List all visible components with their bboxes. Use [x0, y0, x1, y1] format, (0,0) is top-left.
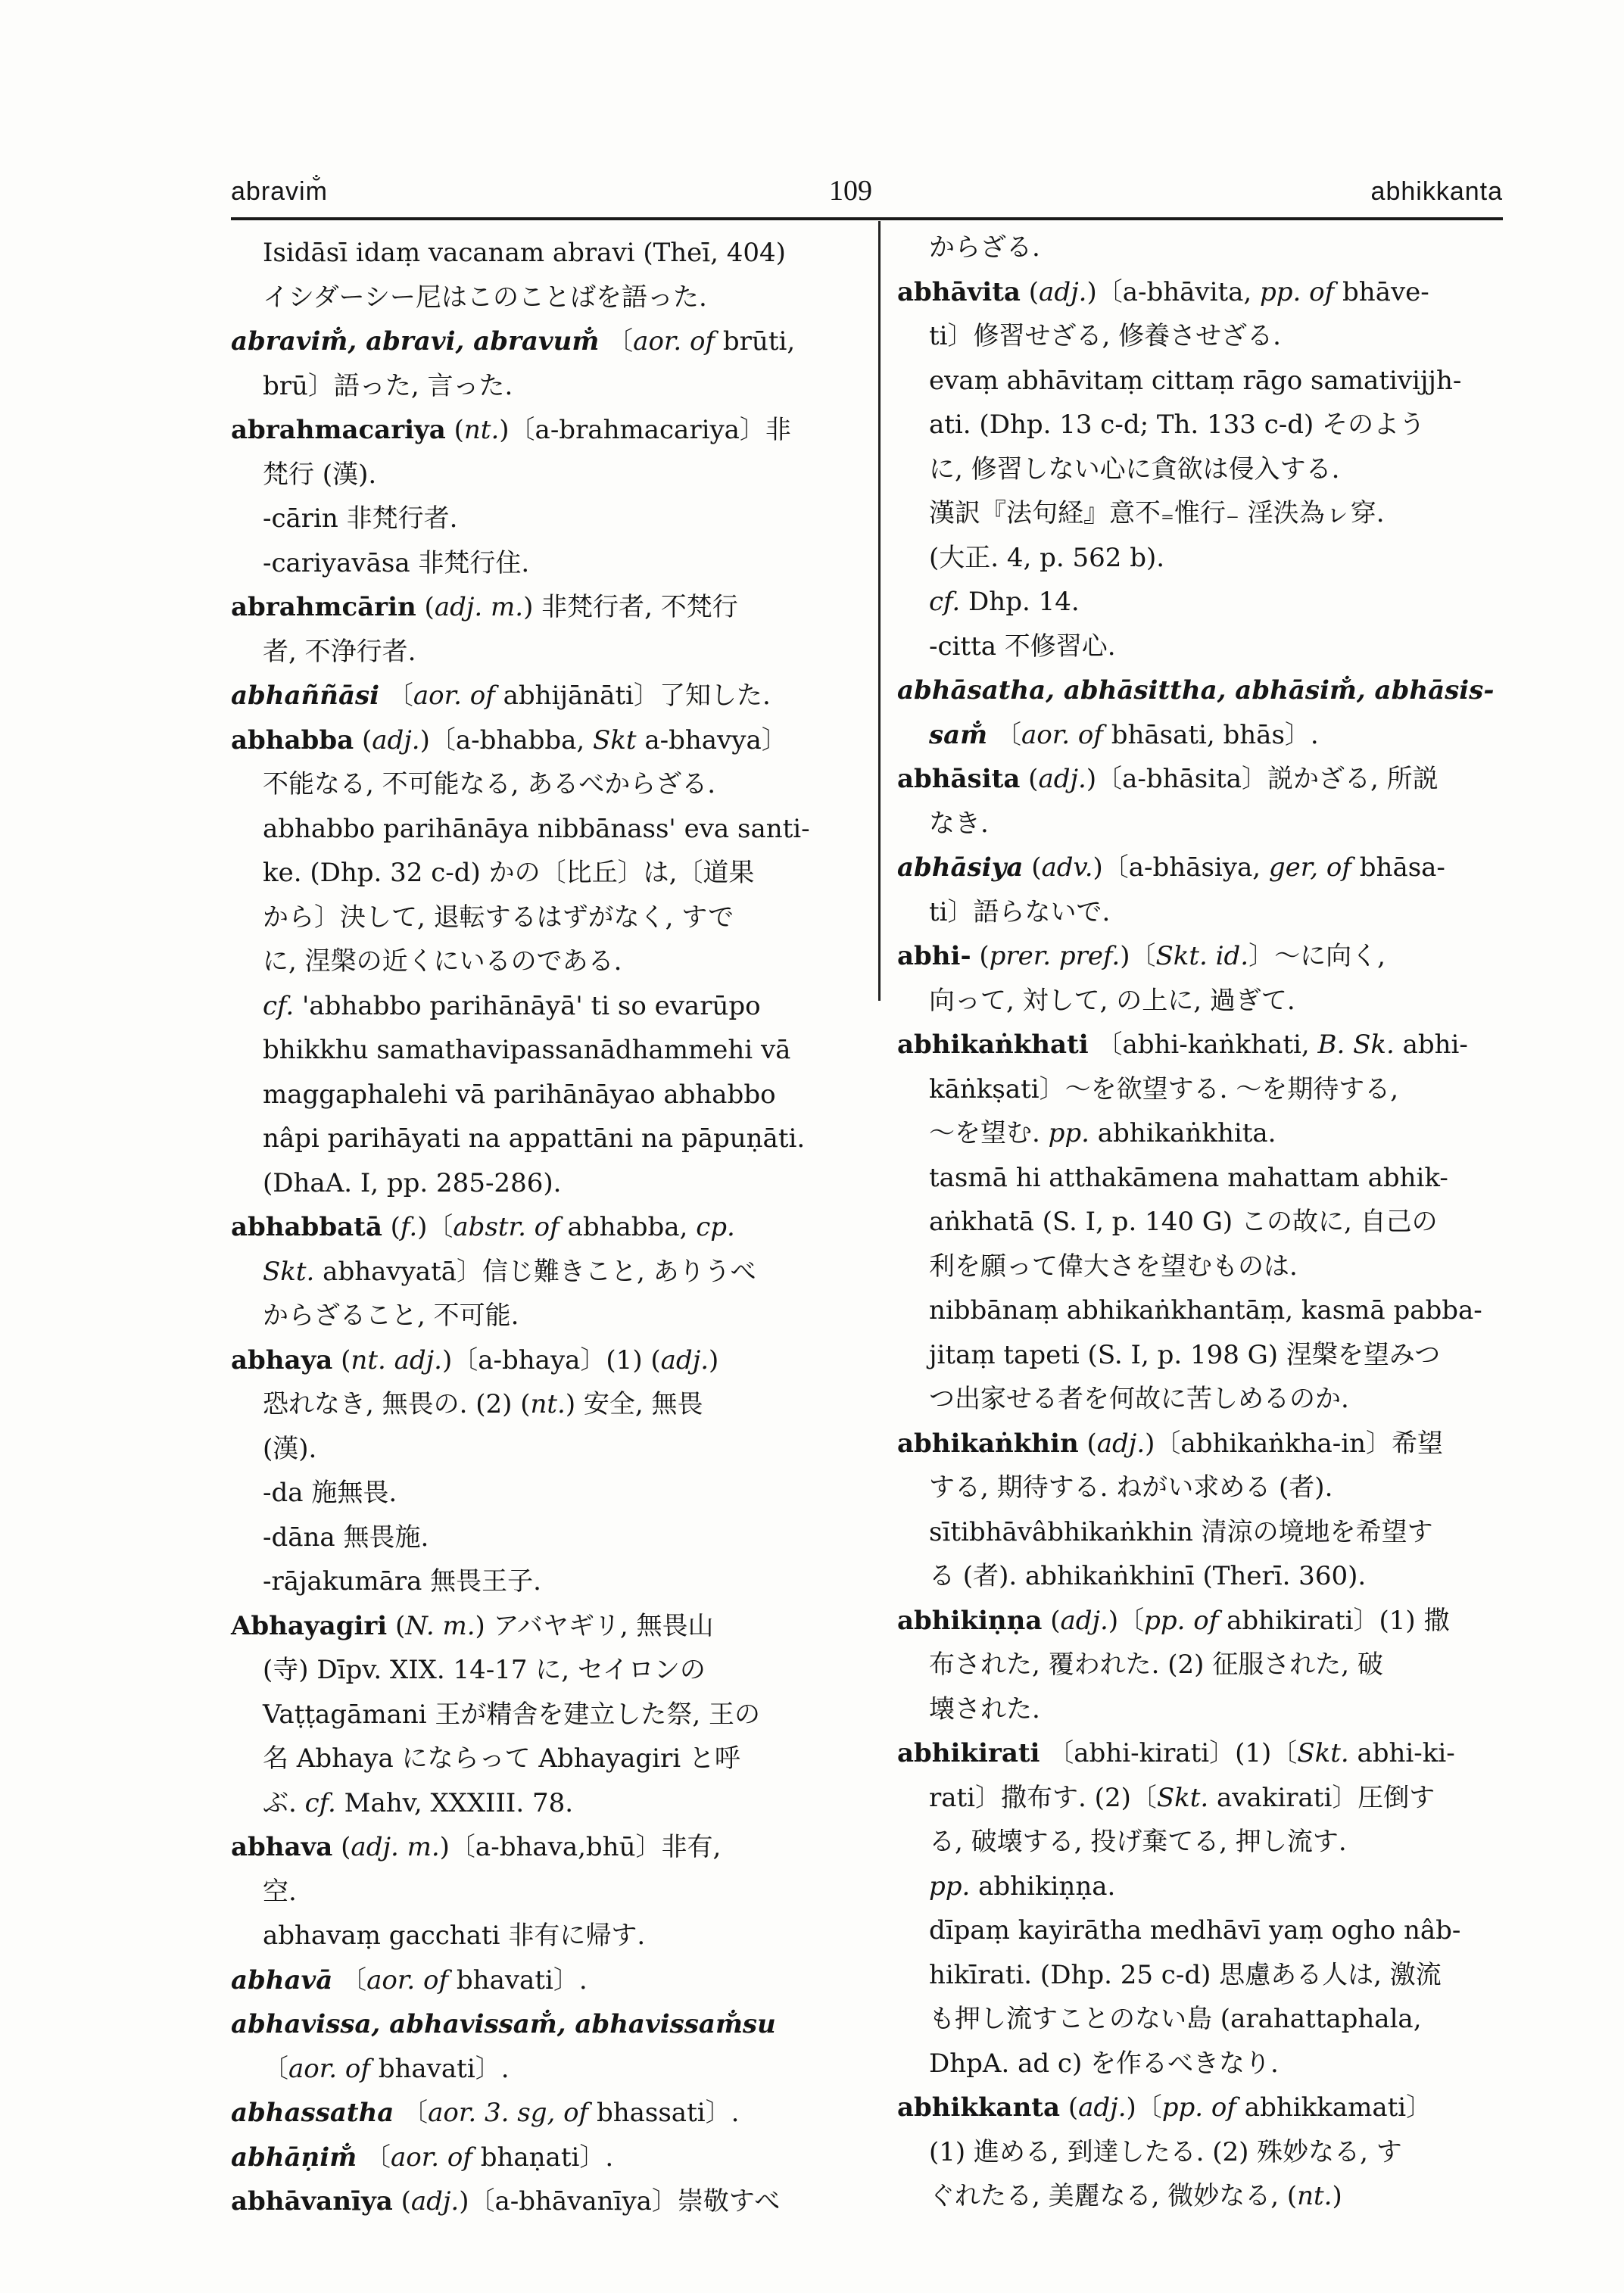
entry-line [897, 1953, 1503, 1998]
entry-text: abhabba, [559, 1212, 697, 1242]
entry-line [231, 1648, 859, 1693]
entry-text: ( [1078, 1428, 1097, 1459]
entry-text: ati. (Dhp. 13 c-d; Th. 133 c-d) そのよう [929, 410, 1426, 440]
grammar-label: aor. of [1021, 719, 1103, 750]
entry-text: )〔a-bhāsita〕説かざる, 所説 [1086, 764, 1439, 794]
grammar-label: adj. [1038, 764, 1086, 794]
entry-line [897, 1687, 1503, 1732]
entry-text: nâpi parihāyati na appattāni na pāpuṇāti. [263, 1123, 806, 1154]
entry-text: に, 修習しない心に貪欲は侵入する. [929, 453, 1340, 484]
entry-text: に, 涅槃の近くにいるのである. [263, 946, 622, 977]
entry-line [231, 1516, 859, 1560]
headword: abhabbatā [231, 1212, 382, 1242]
entry-text: brū〕語った, 言った. [263, 370, 513, 401]
entry-text: Isidāsī idaṃ vacanam abravi (Theī, 404) [263, 238, 786, 268]
entry-text: rati〕撒布す. (2)〔 [929, 1782, 1157, 1813]
entry-headline [897, 1023, 1503, 1067]
entry-text: ) アバヤギリ, 無畏山 [475, 1610, 714, 1641]
grammar-label: aor. 3. sg, of [428, 2098, 589, 2128]
entry-text: bhikkhu samathavipassanādhammehi vā [263, 1035, 791, 1065]
grammar-label: cf. [263, 990, 295, 1021]
entry-text: kāṅkṣati〕〜を欲望する. 〜を期待する, [929, 1073, 1399, 1104]
entry-text: Mahv, XXXIII. 78. [335, 1787, 574, 1818]
grammar-label: cf. [304, 1787, 336, 1818]
entry-line [897, 2174, 1503, 2219]
right-guide-word: abhikkanta [1370, 177, 1503, 206]
entry-text: 〜を望む. [929, 1118, 1049, 1148]
entry-text: なき. [929, 808, 989, 839]
entry-text: ぐれたる, 美麗なる, 微妙なる, ( [929, 2181, 1298, 2211]
entry-text: )〔a-bhāvanīya〕崇敬すべ [459, 2186, 781, 2217]
entry-text: )〔 [1126, 2092, 1162, 2123]
entry-text: ( [971, 941, 990, 971]
entry-line [897, 625, 1503, 669]
entry-text: abhikkamati〕 [1236, 2092, 1432, 2123]
entry-line [231, 630, 859, 675]
entry-line [897, 1997, 1503, 2042]
entry-line [231, 851, 859, 896]
header-rule [231, 217, 1503, 220]
entry-line [231, 1781, 859, 1826]
entry-text: )〔a-bhaya〕(1) ( [441, 1344, 661, 1375]
entry-text: a-bhavya〕 [636, 724, 787, 756]
grammar-label: Skt. [263, 1256, 315, 1287]
entry-line [231, 807, 859, 852]
grammar-label: adj. [410, 2186, 460, 2217]
grammar-label: nt. [530, 1389, 566, 1419]
headword: abhikirati [897, 1738, 1040, 1768]
headword: abhavissa, abhavissam̐, abhavissam̐su [231, 2009, 776, 2039]
entry-headline [897, 934, 1503, 979]
entry-line [231, 2047, 859, 2092]
entry-text: ) 安全, 無畏 [565, 1389, 703, 1419]
entry-text: ( [387, 1610, 406, 1641]
entry-text: 布された, 覆われた. (2) 征服された, 破 [929, 1650, 1383, 1680]
entry-text: (漢). [263, 1433, 317, 1464]
entry-text: 向って, 対して, の上に, 過ぎて. [929, 985, 1295, 1016]
entry-text: ) 非梵行者, 不梵行 [523, 592, 738, 622]
entry-headline [231, 1604, 859, 1649]
entry-line [231, 1250, 859, 1294]
entry-text: abhavaṃ gacchati 非有に帰す. [263, 1921, 646, 1951]
headword: abhaya [231, 1344, 333, 1375]
entry-line [231, 1073, 859, 1117]
headword: abhāvanīya [231, 2186, 393, 2217]
page-number: 109 [829, 175, 872, 207]
entry-headline [231, 319, 859, 364]
headword: Abhayagiri [231, 1610, 388, 1641]
entry-text: -citta 不修習心. [929, 631, 1116, 662]
grammar-label: ger, of [1268, 852, 1351, 883]
grammar-label: adj. [372, 724, 420, 756]
entry-line [231, 541, 859, 586]
entry-line [231, 1427, 859, 1472]
entry-text: -cārin 非梵行者. [263, 503, 458, 534]
entry-text: bhavati〕. [369, 2053, 510, 2084]
entry-line [897, 314, 1503, 359]
grammar-label: pp. [929, 1871, 971, 1902]
entry-text: 'abhabbo parihānāyā' ti so evarūpo [294, 990, 761, 1021]
entry-text: aṅkhatā (S. I, p. 140 G) この故に, 自己の [929, 1207, 1438, 1237]
entry-text: abhikirati〕(1) 撒 [1218, 1605, 1450, 1636]
entry-text: ( [1020, 764, 1039, 794]
entry-headline [897, 846, 1503, 890]
entry-line [231, 1294, 859, 1338]
entry-text: ( [1020, 276, 1040, 307]
entry-line [231, 1117, 859, 1161]
entry-headline [231, 1958, 859, 2003]
entry-text: )〔a-bhāvita, [1086, 276, 1261, 307]
entry-line [231, 1028, 859, 1073]
entry-text: sītibhāvâbhikaṅkhin 清涼の境地を希望す [929, 1516, 1433, 1547]
entry-text: 名 Abhaya にならって Abhayagiri と呼 [263, 1743, 740, 1774]
entry-line [231, 1737, 859, 1781]
entry-line [897, 536, 1503, 581]
entry-text: bhassati〕. [588, 2098, 740, 2128]
entry-line [897, 1510, 1503, 1555]
headword: abhassatha [231, 2098, 394, 2128]
headword: abrahmacariya [231, 415, 446, 445]
entry-text: tasmā hi atthakāmena mahattam abhik- [929, 1162, 1448, 1193]
entry-line [897, 1466, 1503, 1510]
grammar-label: aor. of [633, 326, 715, 357]
entry-headline [231, 674, 859, 718]
entry-line [231, 1161, 859, 1206]
grammar-label: N. m. [405, 1610, 475, 1641]
entry-line [231, 364, 859, 409]
column-divider [878, 221, 881, 1001]
entry-text: Dhp. 14. [960, 587, 1080, 617]
entry-text: 〔 [379, 681, 413, 711]
entry-line [897, 2130, 1503, 2175]
entry-text: bhāsati, bhās〕. [1102, 719, 1319, 750]
entry-text: 〔 [357, 2142, 391, 2173]
entry-line [897, 1377, 1503, 1422]
entry-text: ぶ. [263, 1787, 305, 1818]
entry-text: 〔 [263, 2053, 288, 2084]
entry-line [231, 497, 859, 541]
headword: abhāsiya [897, 852, 1024, 883]
entry-headline [231, 2091, 859, 2136]
entry-headline [231, 1825, 859, 1870]
entry-text: る (者). abhikaṅkhinī (Therī. 360). [929, 1561, 1367, 1591]
entry-line [897, 1333, 1503, 1378]
entry-line [231, 1914, 859, 1958]
entry-line [897, 447, 1503, 492]
headword: abhi- [897, 941, 971, 971]
entry-text: ( [354, 724, 372, 756]
entry-line [231, 1382, 859, 1427]
entry-text: ( [382, 1212, 401, 1242]
entry-text: brūti, [715, 326, 796, 357]
entry-headline [231, 1338, 859, 1383]
entry-line [897, 1908, 1503, 1953]
grammar-label: adj. m. [434, 592, 524, 622]
entry-headline [897, 1599, 1503, 1643]
entry-text: )〔a-bhabba, [419, 724, 593, 756]
entry-line [897, 1156, 1503, 1201]
entry-text: 恐れなき, 無畏の. (2) ( [263, 1389, 531, 1419]
entry-line [897, 1865, 1503, 1909]
entry-text: ( [445, 415, 464, 445]
page-header [231, 174, 1503, 212]
entry-text: つ出家せる者を何故に苦しめるのか. [929, 1384, 1349, 1414]
grammar-label: abstr. of [453, 1212, 560, 1242]
entry-text: nibbānaṃ abhikaṅkhantāṃ, kasmā pabba- [929, 1295, 1482, 1326]
entry-headline [897, 668, 1503, 713]
entry-text: 〔 [987, 719, 1021, 750]
entry-headline [897, 1731, 1503, 1776]
left-guide-word: abravim̐ [231, 177, 328, 206]
entry-text: (1) 進める, 到達したる. (2) 殊妙なる, す [929, 2136, 1402, 2167]
entry-text: ti〕語らないで. [929, 896, 1111, 927]
entry-text: -cariyavāsa 非梵行住. [263, 547, 530, 578]
entry-headline [231, 585, 859, 630]
entry-line [231, 453, 859, 497]
entry-text: ) [1332, 2181, 1342, 2211]
entry-line [897, 226, 1503, 270]
entry-headline [231, 1205, 859, 1250]
entry-text: )〔a-bhava,bhū〕非有, [439, 1832, 722, 1862]
entry-headline [231, 408, 859, 453]
entry-line [231, 1870, 859, 1914]
headword: abhikkanta [897, 2092, 1061, 2123]
left-column [231, 231, 859, 2224]
entry-text: 空. [263, 1876, 297, 1907]
grammar-label: Skt. [1297, 1738, 1349, 1768]
entry-text: 〔abhi-kaṅkhati, [1088, 1030, 1318, 1060]
entry-text: jitaṃ tapeti (S. I, p. 198 G) 涅槃を望みつ [929, 1339, 1441, 1370]
grammar-label: nt. [1297, 2181, 1333, 2211]
entry-headline [897, 270, 1503, 315]
entry-line [897, 1111, 1503, 1156]
entry-line [231, 939, 859, 984]
entry-text: る, 破壊する, 投げ棄てる, 押し流す. [929, 1827, 1347, 1857]
entry-text: )〔 [1120, 941, 1156, 971]
entry-text: abhikiṇṇa. [970, 1871, 1116, 1902]
grammar-label: adj. m. [351, 1832, 440, 1862]
entry-headline [897, 2086, 1503, 2130]
entry-text: 〔 [599, 326, 634, 357]
entry-text: イシダーシー尼はこのことばを語った. [263, 282, 707, 313]
entry-text: bhaṇati〕. [472, 2142, 614, 2173]
headword: abhaññāsi [231, 681, 380, 711]
entry-text: ( [1023, 852, 1042, 883]
entry-text: ) [709, 1344, 719, 1375]
entry-headline [897, 757, 1503, 802]
entry-line [897, 802, 1503, 846]
entry-line [897, 890, 1503, 935]
entry-text: からざること, 不可能. [263, 1301, 519, 1331]
headword: abhāṇim̐ [231, 2142, 357, 2173]
grammar-label: adj. [1096, 1428, 1146, 1459]
entry-text: ( [392, 2186, 411, 2217]
entry-line [897, 1820, 1503, 1865]
entry-line [897, 1776, 1503, 1821]
entry-headline [231, 2136, 859, 2180]
grammar-label: aor. of [366, 1964, 449, 1995]
entry-text: 不能なる, 不可能なる, あるべからざる. [263, 769, 716, 799]
grammar-label: adj. [660, 1344, 709, 1375]
entry-text: ( [1060, 2092, 1079, 2123]
grammar-label: B. Sk. [1317, 1030, 1395, 1060]
entry-text: -dāna 無畏施. [263, 1522, 429, 1553]
entry-line [897, 1288, 1503, 1333]
entry-text: から〕決して, 退転するはずがなく, すで [263, 902, 734, 933]
entry-text: -da 施無畏. [263, 1478, 397, 1508]
entry-text: abhabbo parihānāya nibbānass' eva santi- [263, 813, 810, 844]
entry-headline [231, 2179, 859, 2224]
grammar-label: cf. [929, 587, 961, 617]
entry-text: bhāve- [1334, 276, 1429, 307]
entry-text: からざる. [929, 232, 1040, 263]
entry-text: abhavyatā〕信じ難きこと, ありうべ [314, 1256, 756, 1287]
entry-text: 〕〜に向く, [1248, 941, 1386, 971]
entry-line [897, 1067, 1503, 1112]
entry-text: abhijānāti〕了知した. [494, 681, 771, 711]
entry-text: 壊された. [929, 1693, 1040, 1724]
entry-text: (寺) Dīpv. XIX. 14-17 に, セイロンの [263, 1655, 706, 1685]
entry-text: abhi-ki- [1348, 1738, 1455, 1768]
entry-text: 利を願って偉大さを望むものは. [929, 1251, 1298, 1282]
entry-text: 者, 不浄行者. [263, 636, 416, 667]
entry-text: 〔 [332, 1964, 367, 1995]
entry-text: )〔abhikaṅkha-in〕希望 [1145, 1428, 1444, 1459]
entry-line [897, 1245, 1503, 1289]
entry-text: も押し流すことのない島 (arahattaphala, [929, 2004, 1422, 2034]
headword: abhavā [231, 1964, 333, 1995]
grammar-label: pp. of [1161, 2092, 1236, 2123]
entry-headline [897, 1422, 1503, 1466]
entry-text: bhavati〕. [448, 1964, 588, 1995]
entry-text: abhi- [1394, 1030, 1468, 1060]
entry-text: maggaphalehi vā parihānāyao abhabbo [263, 1079, 776, 1110]
entry-line [897, 580, 1503, 625]
headword: abravim̐, abravi, abravum̐ [231, 326, 600, 357]
entry-line [231, 276, 859, 320]
entry-line [231, 984, 859, 1029]
entry-text: )〔a-brahmacariya〕非 [499, 415, 791, 445]
headword: abhāsita [897, 764, 1021, 794]
grammar-label: adv. [1041, 852, 1093, 883]
entry-text: )〔a-bhāsiya, [1093, 852, 1269, 883]
entry-text: ti〕修習せざる, 修養させざる. [929, 321, 1281, 351]
entry-text: evaṃ abhāvitaṃ cittaṃ rāgo samativijjh- [929, 365, 1462, 396]
grammar-label: cp. [696, 1212, 735, 1242]
entry-line [231, 1693, 859, 1737]
right-column [897, 226, 1503, 2219]
grammar-label: pp. [1048, 1118, 1089, 1148]
entry-line [231, 231, 859, 276]
entry-text: 漢訳『法句経』意不₌惟行₋ 淫泆為ㇾ穿. [929, 498, 1385, 528]
grammar-label: nt. adj. [351, 1344, 442, 1375]
entry-text: )〔 [1108, 1605, 1145, 1636]
entry-line [897, 1200, 1503, 1245]
grammar-label: Skt [592, 724, 637, 756]
entry-line [231, 1471, 859, 1516]
headword: abhikaṅkhati [897, 1030, 1089, 1060]
grammar-label: pp. of [1260, 276, 1335, 307]
entry-text: ke. (Dhp. 32 c-d) かの〔比丘〕は,〔道果 [263, 858, 755, 888]
grammar-label: Skt. [1156, 1782, 1209, 1813]
entry-text: (大正. 4, p. 562 b). [929, 542, 1165, 573]
headword: abhāvita [897, 276, 1021, 307]
entry-text: abhikaṅkhita. [1089, 1118, 1276, 1148]
entry-text: ( [1042, 1605, 1061, 1636]
entry-headline [231, 2002, 859, 2047]
grammar-label: adj. [1078, 2092, 1127, 2123]
grammar-label: prer. pref. [989, 941, 1121, 971]
grammar-label: adj. [1039, 276, 1087, 307]
entry-text: Vaṭṭagāmani 王が精舎を建立した祭, 王の [263, 1699, 761, 1730]
entry-line [897, 1643, 1503, 1687]
grammar-label: pp. of [1144, 1605, 1219, 1636]
headword: abrahmcārin [231, 592, 416, 622]
entry-line [897, 713, 1503, 758]
entry-line [897, 1554, 1503, 1599]
entry-line [231, 1559, 859, 1604]
entry-line [231, 896, 859, 940]
entry-text: 〔 [394, 2098, 429, 2128]
grammar-label: adj. [1060, 1605, 1108, 1636]
entry-text: dīpaṃ kayirātha medhāvī yaṃ ogho nâb- [929, 1915, 1461, 1946]
entry-text: 梵行 (漢). [263, 459, 377, 490]
entry-text: DhpA. ad c) を作るべきなり. [929, 2048, 1279, 2079]
entry-line [897, 491, 1503, 536]
headword: abhikaṅkhin [897, 1428, 1079, 1459]
entry-text: hikīrati. (Dhp. 25 c-d) 思慮ある人は, 激流 [929, 1959, 1442, 1990]
entry-text: 〔abhi-kirati〕(1)〔 [1040, 1738, 1298, 1768]
grammar-label: aor. of [288, 2053, 370, 2084]
entry-text: する, 期待する. ねがい求める (者). [929, 1472, 1333, 1503]
headword: abhabba [231, 724, 354, 756]
headword: abhāsatha, abhāsittha, abhāsim̐, abhāsis- [897, 675, 1495, 706]
entry-text: ( [416, 592, 435, 622]
entry-text: ( [332, 1832, 351, 1862]
headword: abhikiṇṇa [897, 1605, 1043, 1636]
entry-line [231, 762, 859, 807]
grammar-label: f. [400, 1212, 418, 1242]
headword: sam̐ [929, 719, 988, 750]
entry-headline [231, 718, 859, 763]
grammar-label: Skt. id. [1155, 941, 1249, 971]
entry-line [897, 2042, 1503, 2086]
grammar-label: aor. of [413, 681, 495, 711]
headword: abhava [231, 1832, 333, 1862]
entry-line [897, 403, 1503, 447]
entry-text: avakirati〕圧倒す [1208, 1782, 1435, 1813]
entry-text: )〔 [417, 1212, 454, 1242]
grammar-label: aor. of [390, 2142, 472, 2173]
entry-text: (DhaA. I, pp. 285-286). [263, 1167, 562, 1198]
entry-line [897, 979, 1503, 1023]
entry-text: bhāsa- [1351, 852, 1445, 883]
entry-text: ( [332, 1344, 351, 1375]
entry-line [897, 359, 1503, 403]
grammar-label: nt. [463, 415, 500, 445]
entry-text: -rājakumāra 無畏王子. [263, 1566, 541, 1597]
